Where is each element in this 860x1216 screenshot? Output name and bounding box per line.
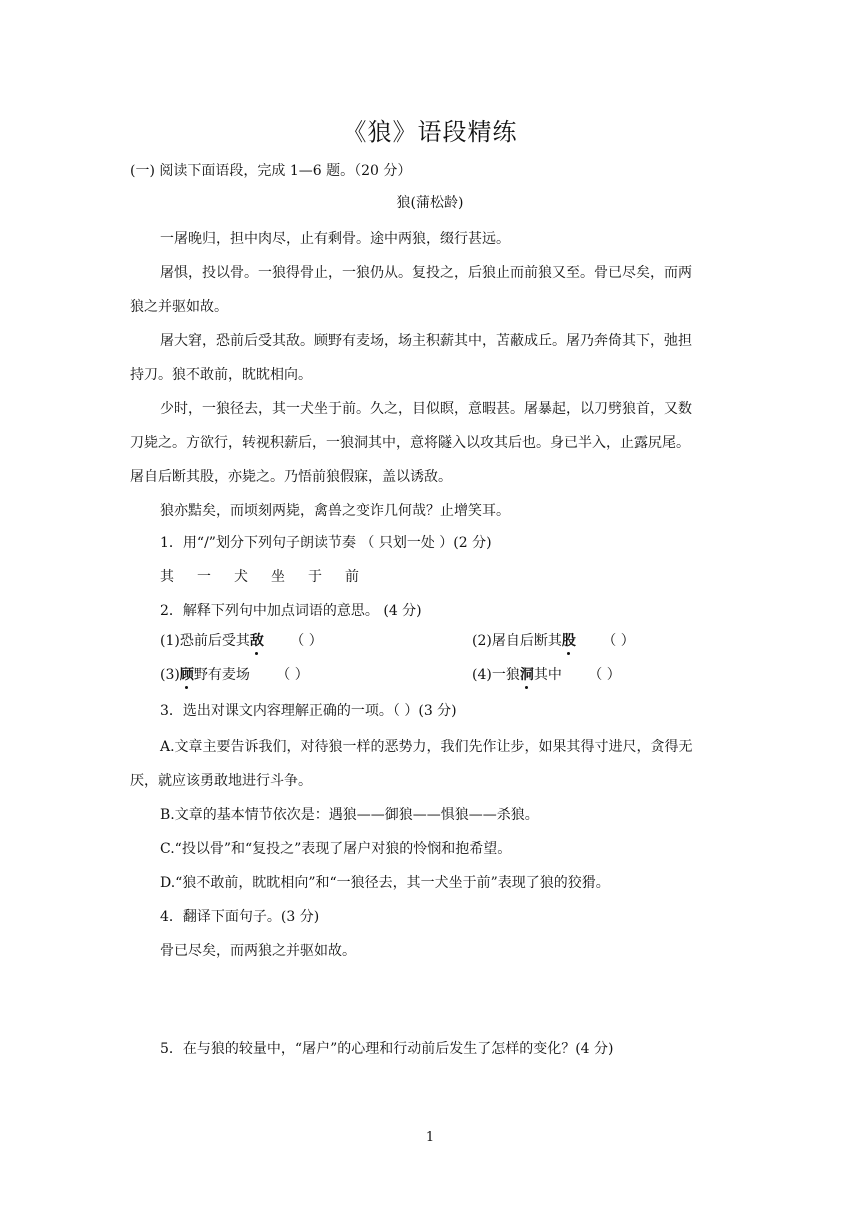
document-title: 《狼》语段精练: [342, 118, 518, 146]
question-2-stem: 2．解释下列句中加点词语的意思。 (4 分): [160, 603, 422, 619]
answer-blank[interactable]: （ ）: [276, 667, 309, 683]
question-3-stem: 3．选出对课文内容理解正确的一项。（ ）(3 分): [160, 703, 457, 719]
answer-blank[interactable]: （ ）: [602, 633, 635, 649]
question-2-item-2: (2)屠自后断其股 （ ）: [472, 630, 635, 650]
rhythm-char: 一: [197, 569, 211, 585]
question-2-item-3: (3)顾野有麦场 （ ）: [160, 664, 309, 684]
question-2-item-4: (4)一狼洞其中 （ ）: [472, 664, 621, 684]
rhythm-char: 其: [160, 569, 174, 585]
dotted-word: 顾: [180, 664, 194, 684]
rhythm-char: 犬: [234, 569, 248, 585]
passage-paragraph-2-line-2: 狼之并驱如故。: [130, 299, 228, 315]
rhythm-char: 坐: [271, 569, 285, 585]
dotted-word: 股: [562, 630, 576, 650]
dotted-word: 洞: [520, 664, 534, 684]
rhythm-char: 前: [345, 569, 359, 585]
passage-paragraph-2-line-1: 屠惧，投以骨。一狼得骨止，一狼仍从。复投之，后狼止而前狼又至。骨已尽矣，而两: [160, 265, 692, 281]
question-5-stem: 5．在与狼的较量中，“屠户”的心理和行动前后发生了怎样的变化？(4 分): [160, 1041, 614, 1057]
question-3-option-b: B.文章的基本情节依次是：遇狼——御狼——惧狼——杀狼。: [160, 807, 539, 823]
question-3-option-a-line-2: 厌，就应该勇敢地进行斗争。: [130, 773, 312, 789]
question-2-item-1: (1)恐前后受其敌 （ ）: [160, 630, 323, 650]
passage-paragraph-5: 狼亦黠矣，而顷刻两毙，禽兽之变诈几何哉？止增笑耳。: [160, 503, 510, 519]
answer-blank[interactable]: （ ）: [290, 633, 323, 649]
passage-paragraph-1: 一屠晚归，担中肉尽，止有剩骨。途中两狼，缀行甚远。: [160, 231, 510, 247]
question-1-sentence: [160, 566, 382, 586]
question-4-stem: 4．翻译下面句子。(3 分): [160, 909, 320, 925]
passage-paragraph-4-line-1: 少时，一狼径去，其一犬坐于前。久之，目似瞑，意暇甚。屠暴起，以刀劈狼首，又数: [160, 401, 692, 417]
question-3-option-c: C.“投以骨”和“复投之”表现了屠户对狼的怜悯和抱希望。: [160, 841, 512, 857]
passage-title: 狼(蒲松龄): [396, 195, 464, 211]
question-3-option-a-line-1: A.文章主要告诉我们，对待狼一样的恶势力，我们先作让步，如果其得寸进尺，贪得无: [160, 739, 693, 755]
question-3-option-d: D.“狼不敢前，眈眈相向”和“一狼径去，其一犬坐于前”表现了狼的狡猾。: [160, 875, 610, 891]
question-4-sentence: 骨已尽矣，而两狼之并驱如故。: [160, 943, 356, 959]
answer-blank[interactable]: （ ）: [588, 667, 621, 683]
question-1-stem: 1．用“/”划分下列句子朗读节奏 （ 只划一处 ）(2 分): [160, 535, 492, 551]
dotted-word: 敌: [250, 630, 264, 650]
passage-paragraph-3-line-2: 持刀。狼不敢前，眈眈相向。: [130, 367, 312, 383]
passage-paragraph-4-line-2: 刀毙之。方欲行，转视积薪后，一狼洞其中，意将隧入以攻其后也。身已半入，止露尻尾。: [130, 435, 690, 451]
section-heading: (一) 阅读下面语段，完成 1—6 题。（20 分）: [130, 163, 412, 179]
passage-paragraph-3-line-1: 屠大窘，恐前后受其敌。顾野有麦场，场主积薪其中，苫蔽成丘。屠乃奔倚其下，弛担: [160, 333, 692, 349]
page-number: 1: [425, 1130, 435, 1145]
rhythm-char: 于: [308, 569, 322, 585]
passage-paragraph-4-line-3: 屠自后断其股，亦毙之。乃悟前狼假寐，盖以诱敌。: [130, 469, 452, 485]
